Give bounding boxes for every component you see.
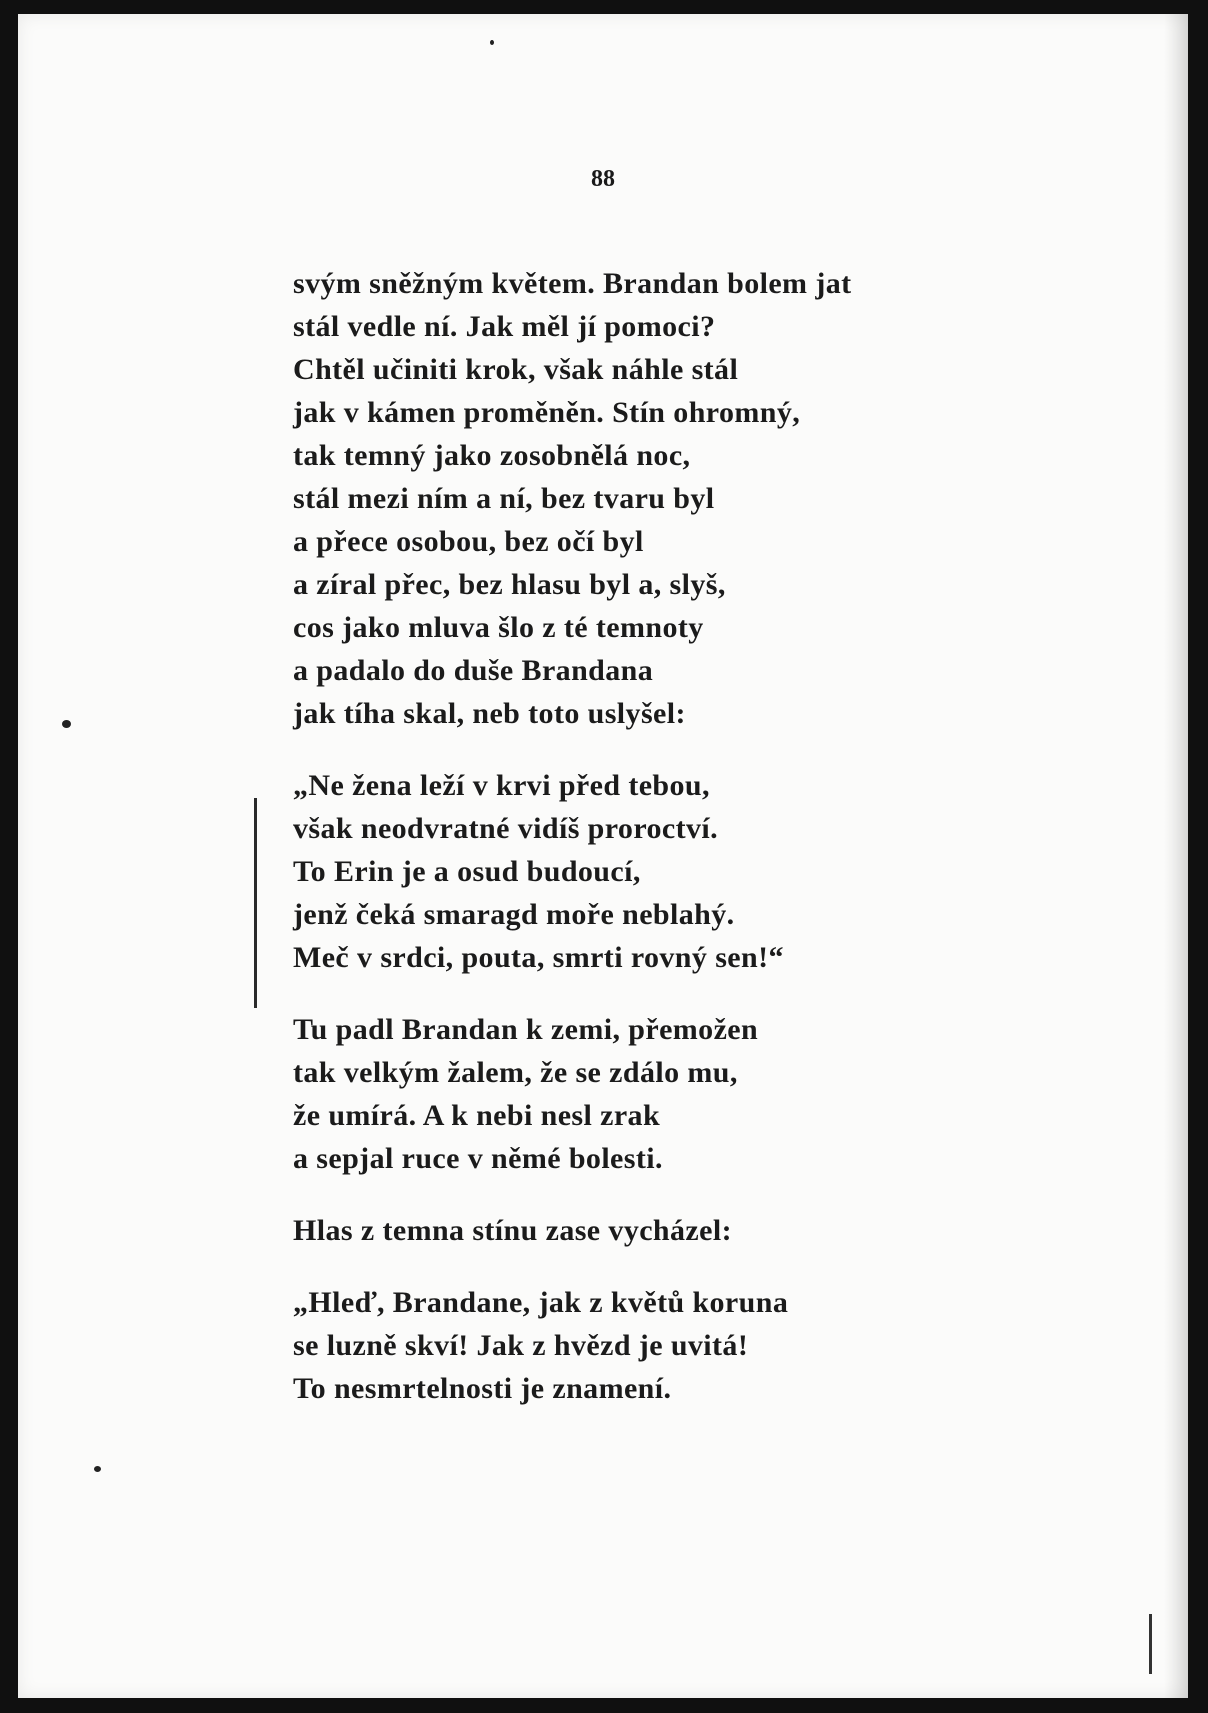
- stanza-2: [293, 764, 1013, 979]
- poem-line: svým sněžným květem. Brandan bolem jat: [293, 267, 852, 300]
- poem-line: cos jako mluva šlo z té temnoty: [293, 611, 704, 644]
- ink-speck: [62, 720, 71, 728]
- poem-line: Chtěl učiniti krok, však náhle stál: [293, 353, 739, 386]
- poem-line: jak v kámen proměněn. Stín ohromný,: [293, 396, 801, 429]
- poem-text: [293, 262, 1013, 1439]
- poem-line: a padalo do duše Brandana: [293, 654, 654, 687]
- poem-line: a sepjal ruce v němé bolesti.: [293, 1142, 663, 1175]
- poem-line: a zíral přec, bez hlasu byl a, slyš,: [293, 568, 726, 601]
- poem-line: se luzně skví! Jak z hvězd je uvitá!: [293, 1329, 749, 1362]
- poem-line: To nesmrtelnosti je znamení.: [293, 1372, 672, 1405]
- stanza-5: [293, 1281, 1013, 1410]
- poem-line: však neodvratné vidíš proroctví.: [293, 812, 719, 845]
- scan-corner-mark: [1149, 1614, 1152, 1674]
- stanza-3: [293, 1008, 1013, 1180]
- page-edge-shadow: [1164, 14, 1188, 1698]
- stanza-4: [293, 1209, 1013, 1252]
- poem-line: stál vedle ní. Jak měl jí pomoci?: [293, 310, 716, 343]
- poem-line: a přece osobou, bez očí byl: [293, 525, 644, 558]
- poem-line: „Ne žena leží v krvi před tebou,: [293, 769, 710, 802]
- poem-line: jenž čeká smaragd moře neblahý.: [293, 898, 735, 931]
- poem-line: stál mezi ním a ní, bez tvaru byl: [293, 482, 715, 515]
- poem-line: tak temný jako zosobnělá noc,: [293, 439, 691, 472]
- poem-line: jak tíha skal, neb toto uslyšel:: [293, 697, 686, 730]
- book-page: [18, 14, 1188, 1698]
- poem-line: tak velkým žalem, že se zdálo mu,: [293, 1056, 738, 1089]
- poem-line: Hlas z temna stínu zase vycházel:: [293, 1214, 732, 1247]
- ink-speck: [94, 1466, 101, 1472]
- stanza-1: [293, 262, 1013, 735]
- page-number: 88: [591, 166, 615, 192]
- poem-line: „Hleď, Brandane, jak z květů koruna: [293, 1286, 789, 1319]
- poem-line: Meč v srdci, pouta, smrti rovný sen!“: [293, 941, 784, 974]
- margin-marker-bar: [254, 798, 257, 1008]
- poem-line: Tu padl Brandan k zemi, přemožen: [293, 1013, 759, 1046]
- poem-line: že umírá. A k nebi nesl zrak: [293, 1099, 661, 1132]
- ink-speck: [490, 40, 494, 45]
- poem-line: To Erin je a osud budoucí,: [293, 855, 641, 888]
